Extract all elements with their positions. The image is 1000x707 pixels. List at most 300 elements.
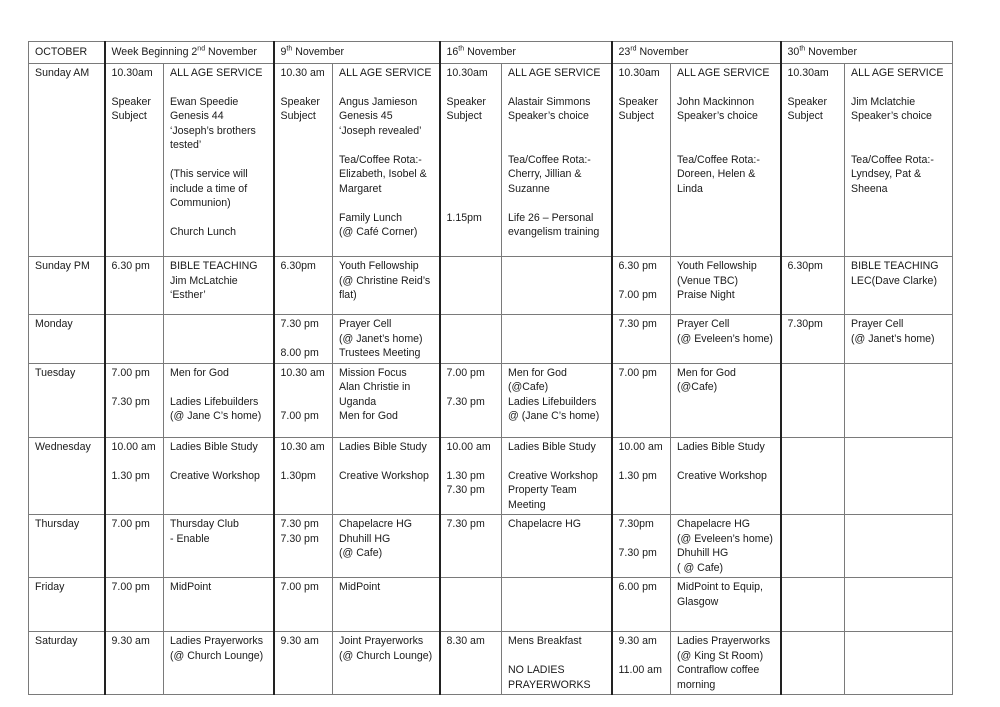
event-line: MidPoint to Equip, [677, 581, 763, 593]
event-line: (@ Cafe) [339, 547, 383, 559]
schedule-row [29, 578, 953, 632]
time-line: 1.30pm [280, 469, 316, 482]
time-line: 6.00 pm [618, 581, 657, 593]
time-line: 7.30 pm [446, 518, 485, 530]
event-cell [333, 632, 440, 695]
time-line: 6.30 pm [111, 260, 150, 272]
time-line: 1.30 pm [618, 469, 657, 482]
event-line: (@ Christine Reid’s [339, 274, 431, 287]
event-cell [671, 257, 781, 315]
event-line: Margaret [339, 182, 382, 195]
event-line: Tea/Coffee Rota:- [339, 153, 422, 166]
schedule-row [29, 437, 953, 515]
event-cell [333, 578, 440, 632]
event-line: Cherry, Jillian & [508, 168, 582, 180]
time-line [112, 80, 159, 95]
event-line: ( @ Cafe) [677, 561, 724, 574]
time-line [619, 80, 666, 95]
event-line: Contraflow coffee [677, 664, 760, 676]
time-cell [612, 578, 671, 632]
time-line [619, 274, 666, 289]
time-line: Speaker [618, 95, 658, 108]
time-line: 10.00 am [618, 440, 663, 453]
event-cell [502, 257, 612, 315]
event-line: Glasgow [677, 595, 719, 608]
schedule-row [29, 63, 953, 257]
time-line: 7.00 pm [618, 366, 657, 379]
event-cell [502, 363, 612, 437]
event-line: Angus Jamieson [339, 95, 418, 108]
time-line [281, 332, 328, 347]
event-line: Ladies Prayerworks [170, 635, 264, 647]
time-line [112, 380, 159, 395]
event-line: (@Cafe) [677, 381, 718, 393]
time-cell [612, 437, 671, 515]
event-line [170, 211, 268, 226]
event-line [508, 124, 606, 139]
time-line [112, 240, 159, 255]
time-line: Speaker [280, 95, 320, 108]
event-line: Elizabeth, Isobel & [339, 168, 427, 180]
time-cell [440, 257, 502, 315]
time-line: 7.00 pm [111, 366, 150, 379]
event-cell [671, 315, 781, 364]
event-cell [502, 315, 612, 364]
time-line [447, 454, 497, 469]
event-line [339, 138, 434, 153]
event-line: (@ Eveleen’s home) [677, 532, 773, 545]
time-cell [781, 515, 845, 578]
event-line: Creative Workshop [339, 469, 429, 482]
time-line: 9.30 am [280, 635, 319, 647]
time-line [447, 380, 497, 395]
time-line: 9.30 am [111, 635, 150, 647]
time-cell [781, 315, 845, 364]
time-line [281, 395, 328, 410]
event-line: Suzanne [508, 182, 550, 195]
time-line: 9.30 am [618, 635, 657, 647]
time-cell [274, 437, 333, 515]
time-cell [105, 363, 164, 437]
event-line: Prayer Cell [677, 318, 730, 330]
schedule-table [28, 41, 953, 695]
time-cell [440, 437, 502, 515]
event-line: Tea/Coffee Rota:- [508, 153, 591, 166]
event-cell [845, 257, 953, 315]
event-line: Alan Christie in [339, 381, 411, 393]
time-line [281, 80, 328, 95]
time-line [112, 153, 159, 168]
event-line: Ladies Bible Study [339, 440, 427, 453]
event-line: evangelism training [508, 226, 600, 238]
event-line: Uganda [339, 395, 377, 408]
time-cell [105, 63, 164, 257]
time-cell [105, 515, 164, 578]
time-line [619, 649, 666, 664]
event-cell [333, 515, 440, 578]
time-cell [440, 578, 502, 632]
day-label: Thursday [29, 515, 105, 578]
event-line: NO LADIES [508, 664, 565, 676]
event-line: Alastair Simmons [508, 95, 591, 108]
event-line: Life 26 – Personal [508, 211, 594, 224]
event-cell [164, 437, 274, 515]
day-label: Saturday [29, 632, 105, 695]
time-line: Subject [446, 110, 482, 122]
event-line: (@ King St Room) [677, 649, 764, 662]
time-cell [105, 578, 164, 632]
event-cell [333, 315, 440, 364]
event-line: Ladies Prayerworks [677, 635, 771, 647]
time-cell [274, 257, 333, 315]
event-line: Property Team [508, 484, 577, 496]
time-line: 7.00 pm [618, 289, 657, 301]
event-line [677, 454, 775, 469]
time-line: 10.30am [446, 66, 488, 79]
time-line: 7.30 pm [280, 318, 319, 330]
time-cell [440, 632, 502, 695]
time-line [619, 454, 666, 469]
week-header-5: 30th November [781, 42, 953, 64]
event-line: Prayer Cell [851, 318, 904, 330]
event-line: Trustees Meeting [339, 347, 421, 359]
event-line: (Venue TBC) [677, 274, 739, 287]
event-line: Communion) [170, 197, 231, 209]
event-line: ‘Joseph’s brothers [170, 124, 256, 137]
event-line: - Enable [170, 532, 210, 545]
time-cell [612, 515, 671, 578]
time-line [112, 225, 159, 240]
time-line [447, 196, 497, 211]
month-header: OCTOBER [29, 42, 105, 64]
time-cell [105, 632, 164, 695]
event-line [339, 196, 434, 211]
event-line: (@ Eveleen’s home) [677, 332, 773, 345]
time-line: 10.30am [618, 66, 660, 79]
time-line: 7.00 pm [111, 518, 150, 530]
event-line: MidPoint [170, 581, 212, 593]
event-line: Ladies Bible Study [677, 440, 765, 453]
event-line: Creative Workshop [677, 469, 767, 482]
event-line: Speaker’s choice [851, 110, 932, 122]
event-cell [164, 63, 274, 257]
event-line: Men for God [677, 366, 736, 379]
event-cell [333, 63, 440, 257]
event-cell [502, 515, 612, 578]
event-line: BIBLE TEACHING [170, 260, 258, 272]
event-line: Speaker’s choice [508, 110, 589, 122]
event-line: ALL AGE SERVICE [851, 66, 944, 79]
event-cell [164, 578, 274, 632]
time-line: 10.30am [111, 66, 153, 79]
time-line [447, 153, 497, 168]
event-line: Youth Fellowship [677, 260, 757, 272]
time-cell [274, 363, 333, 437]
time-line: 8.00 pm [280, 347, 319, 359]
time-cell [612, 315, 671, 364]
time-line: 7.30 pm [111, 395, 150, 408]
event-cell [164, 363, 274, 437]
event-line [508, 454, 606, 469]
event-line: Genesis 44 [170, 110, 224, 122]
event-line: Ladies Lifebuilders [508, 395, 597, 408]
event-line: Men for God [170, 366, 229, 379]
time-line [281, 454, 328, 469]
time-line: 6.30pm [280, 260, 316, 272]
event-cell [502, 632, 612, 695]
event-line: Dhuhill HG [677, 547, 729, 559]
event-cell [845, 363, 953, 437]
time-line [447, 182, 497, 197]
event-line: ALL AGE SERVICE [508, 66, 601, 79]
event-line: MidPoint [339, 581, 381, 593]
event-cell [164, 632, 274, 695]
event-line: Men for God [339, 410, 398, 422]
event-cell [845, 315, 953, 364]
header-row [29, 42, 953, 64]
time-cell [781, 578, 845, 632]
time-line [112, 167, 159, 182]
day-label: Sunday AM [29, 63, 105, 257]
event-cell [845, 63, 953, 257]
time-line [788, 80, 840, 95]
event-line: Dhuhill HG [339, 532, 391, 545]
event-cell [671, 363, 781, 437]
event-line: (This service will [170, 168, 248, 180]
event-line [677, 80, 775, 95]
time-line: 7.30pm [787, 318, 823, 330]
time-line: 10.30 am [280, 66, 325, 79]
event-line: (@Cafe) [508, 381, 549, 393]
time-line: 11.00 am [618, 664, 662, 676]
time-cell [781, 63, 845, 257]
time-line [112, 138, 159, 153]
event-line: (@ Janet’s home) [851, 332, 935, 345]
event-line [170, 80, 268, 95]
time-cell [781, 257, 845, 315]
event-line: Speaker’s choice [677, 110, 758, 122]
day-label: Tuesday [29, 363, 105, 437]
event-line: ALL AGE SERVICE [339, 66, 432, 79]
time-line: 7.00 pm [280, 410, 319, 422]
time-line [447, 80, 497, 95]
time-line [447, 138, 497, 153]
time-line [447, 167, 497, 182]
event-line: Ewan Speedie [170, 95, 239, 108]
time-cell [612, 63, 671, 257]
event-cell [333, 363, 440, 437]
event-line: Creative Workshop [170, 469, 260, 482]
time-line [447, 124, 497, 139]
event-cell [671, 632, 781, 695]
event-line: Genesis 45 [339, 110, 393, 122]
event-line [339, 454, 434, 469]
event-line: Prayer Cell [339, 318, 392, 330]
event-line: @ (Jane C’s home) [508, 410, 600, 422]
time-line: 7.30 pm [280, 532, 319, 545]
event-line: Jim Mclatchie [851, 95, 916, 108]
schedule-row [29, 257, 953, 315]
event-line: Joint Prayerworks [339, 635, 424, 647]
event-line: Chapelacre HG [508, 518, 582, 530]
time-line: 8.30 am [446, 635, 485, 647]
time-cell [105, 437, 164, 515]
event-cell [671, 63, 781, 257]
schedule-row [29, 363, 953, 437]
event-line [339, 80, 434, 95]
event-line: Thursday Club [170, 518, 239, 530]
time-line: 1.30 pm [111, 469, 150, 482]
time-line: 7.00 pm [280, 581, 319, 593]
event-line: John Mackinnon [677, 95, 755, 108]
time-line [112, 182, 159, 197]
time-cell [612, 363, 671, 437]
time-cell [274, 515, 333, 578]
day-label: Sunday PM [29, 257, 105, 315]
time-line: 7.30 pm [618, 547, 657, 559]
event-line [508, 80, 606, 95]
time-line: Speaker [787, 95, 827, 108]
time-cell [612, 632, 671, 695]
time-cell [274, 632, 333, 695]
event-line: Church Lunch [170, 226, 236, 238]
event-line: Chapelacre HG [339, 518, 413, 530]
event-cell [164, 315, 274, 364]
event-line [170, 153, 268, 168]
event-line: Ladies Lifebuilders [170, 395, 259, 408]
event-cell [502, 63, 612, 257]
event-line: LEC(Dave Clarke) [851, 274, 937, 287]
time-line: Subject [111, 110, 147, 122]
event-line: Family Lunch [339, 211, 402, 224]
event-line: ‘Esther’ [170, 289, 206, 301]
event-line: morning [677, 678, 716, 691]
schedule-row [29, 515, 953, 578]
time-line: 7.30 pm [446, 395, 485, 408]
time-line [619, 532, 666, 547]
time-line: 10.30 am [280, 440, 325, 453]
time-cell [440, 363, 502, 437]
event-cell [164, 515, 274, 578]
event-cell [333, 437, 440, 515]
schedule-row [29, 632, 953, 695]
event-line: (@ Janet’s home) [339, 332, 423, 345]
time-cell [781, 437, 845, 515]
event-line [170, 380, 268, 395]
time-cell [440, 63, 502, 257]
day-label: Wednesday [29, 437, 105, 515]
event-cell [671, 515, 781, 578]
event-line: Ladies Bible Study [508, 440, 596, 453]
event-line: Tea/Coffee Rota:- [851, 153, 934, 166]
week-header-2: 9th November [274, 42, 440, 64]
event-cell [164, 257, 274, 315]
time-line: 7.00 pm [111, 581, 150, 593]
time-cell [105, 257, 164, 315]
event-line: PRAYERWORKS [508, 678, 591, 691]
event-line: (@ Café Corner) [339, 226, 418, 238]
event-cell [502, 437, 612, 515]
event-line [170, 454, 268, 469]
week-header-4: 23rd November [612, 42, 781, 64]
time-cell [274, 578, 333, 632]
event-cell [845, 632, 953, 695]
time-line: Subject [787, 110, 823, 122]
time-line: Subject [280, 110, 316, 122]
event-line [508, 649, 606, 664]
event-line: Youth Fellowship [339, 260, 419, 272]
event-line [677, 138, 775, 153]
event-line [508, 196, 606, 211]
event-line: Men for God [508, 366, 567, 379]
event-line: Sheena [851, 182, 888, 195]
event-line: (@ Church Lounge) [339, 649, 433, 662]
day-label: Monday [29, 315, 105, 364]
event-cell [502, 578, 612, 632]
time-cell [781, 363, 845, 437]
event-line: Linda [677, 182, 703, 195]
event-line [508, 138, 606, 153]
time-line [112, 124, 159, 139]
time-line: 10.00 am [446, 440, 491, 453]
event-cell [845, 515, 953, 578]
event-line: Doreen, Helen & [677, 168, 756, 180]
event-line [851, 138, 947, 153]
time-cell [440, 315, 502, 364]
time-line: 7.30 pm [280, 518, 319, 530]
event-line: ‘Joseph revealed’ [339, 124, 422, 137]
event-line: Lyndsey, Pat & [851, 168, 922, 180]
event-line: Mens Breakfast [508, 635, 582, 647]
event-line: ALL AGE SERVICE [170, 66, 263, 79]
event-line: Meeting [508, 498, 546, 511]
event-line: (@ Jane C’s home) [170, 410, 262, 422]
time-line: 10.00 am [111, 440, 156, 453]
schedule-row [29, 315, 953, 364]
time-cell [440, 515, 502, 578]
event-cell [671, 437, 781, 515]
event-line: Jim McLatchie [170, 274, 238, 287]
time-line: 6.30 pm [618, 260, 657, 272]
time-line: 10.30 am [280, 366, 325, 379]
event-line [851, 124, 947, 139]
time-line [112, 211, 159, 226]
event-cell [671, 578, 781, 632]
week-header-3: 16th November [440, 42, 612, 64]
event-line: Praise Night [677, 289, 735, 301]
event-cell [333, 257, 440, 315]
event-line: Creative Workshop [508, 469, 598, 482]
time-cell [612, 257, 671, 315]
time-line [112, 196, 159, 211]
event-line: include a time of [170, 182, 248, 195]
event-line: flat) [339, 289, 357, 301]
event-line [677, 124, 775, 139]
time-cell [105, 315, 164, 364]
event-cell [845, 578, 953, 632]
event-line [851, 80, 947, 95]
event-line: Mission Focus [339, 366, 407, 379]
time-line: 1.15pm [446, 211, 482, 224]
time-line: 1.30 pm [446, 469, 485, 482]
event-line: BIBLE TEACHING [851, 260, 939, 272]
event-cell [845, 437, 953, 515]
time-line: 10.30am [787, 66, 829, 79]
time-line: 7.30pm [618, 518, 654, 530]
time-line: 7.30 pm [446, 484, 485, 496]
time-line [281, 380, 328, 395]
event-line: Chapelacre HG [677, 518, 751, 530]
